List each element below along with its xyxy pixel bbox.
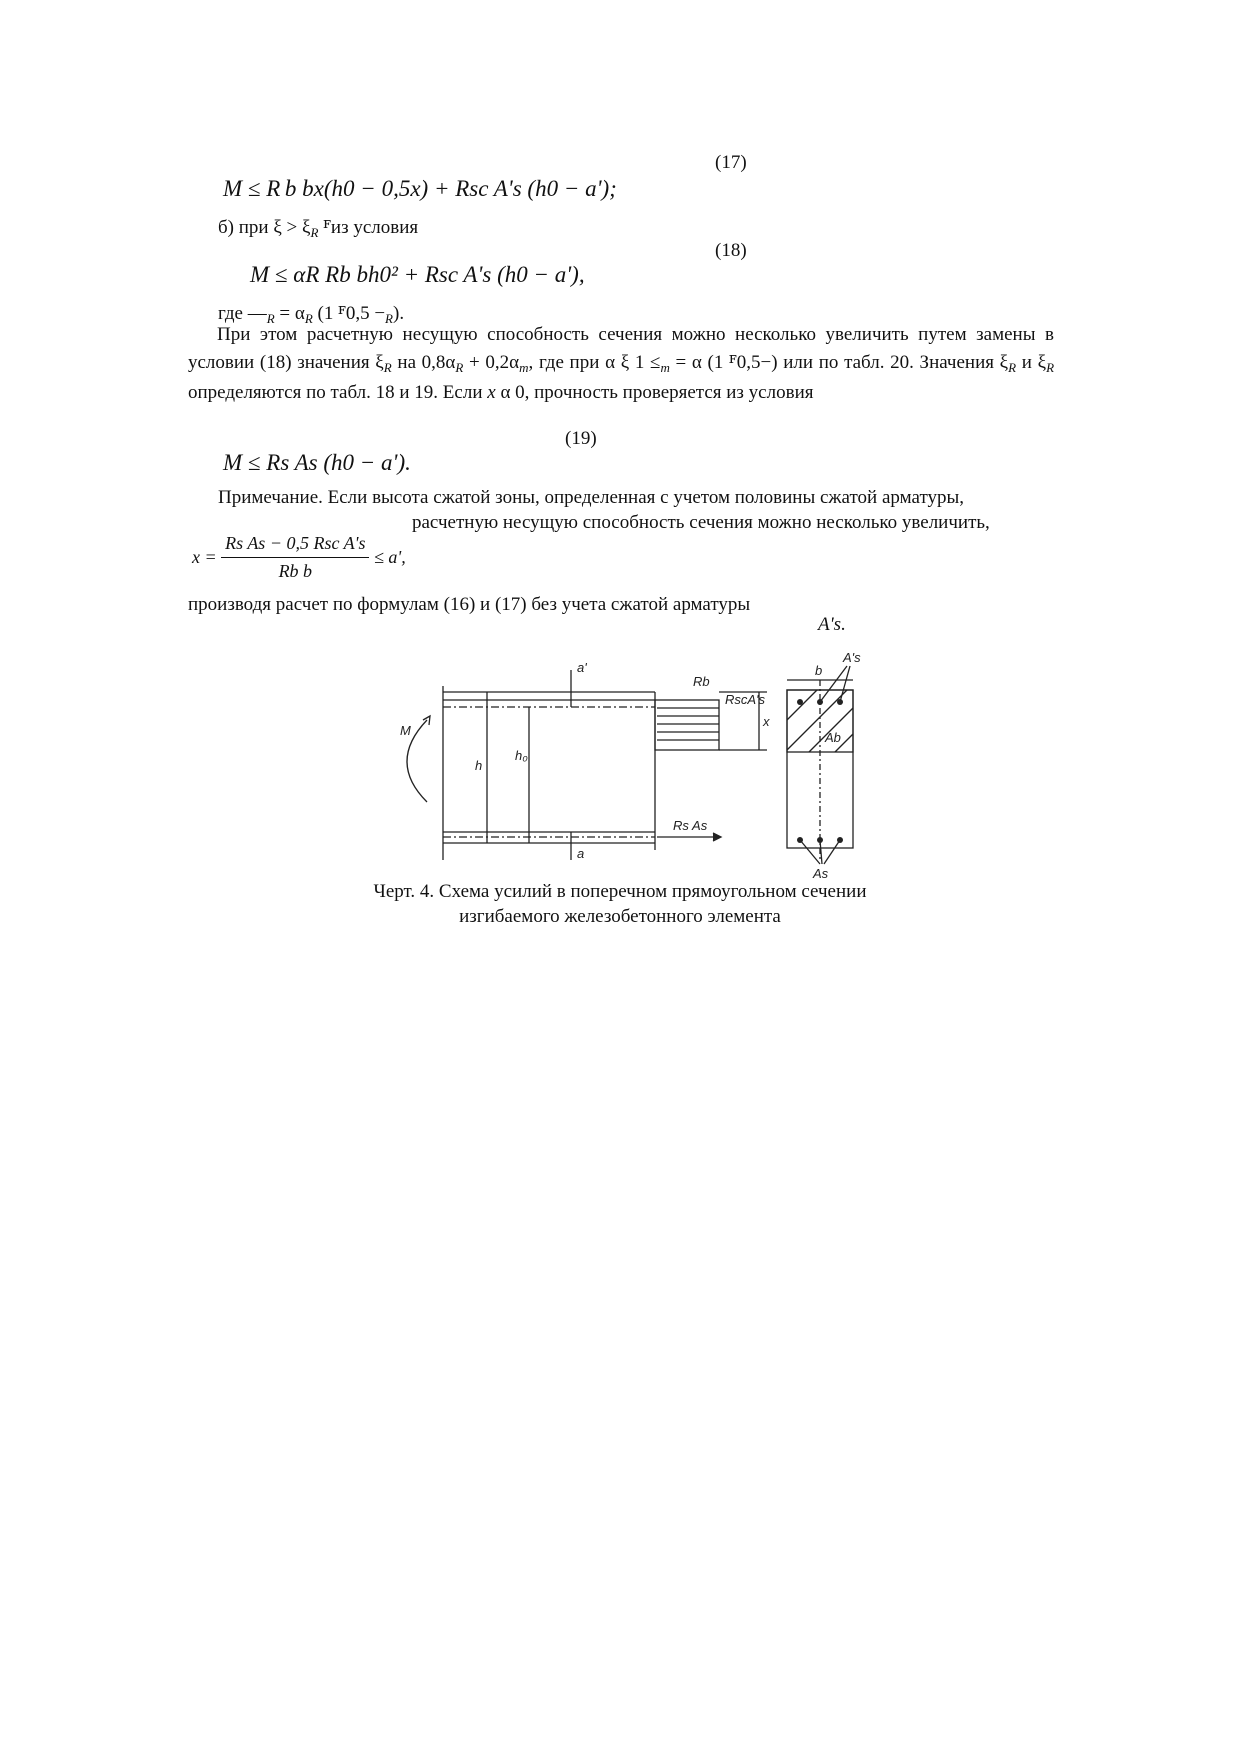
label-x: x xyxy=(763,714,770,729)
note-line-2: расчетную несущую способность сечения можно несколько увеличить, xyxy=(412,512,990,533)
condition-b-line xyxy=(218,212,418,245)
leader-as-bot-3 xyxy=(824,840,840,864)
paragraph-sub-4: m xyxy=(660,360,670,375)
note-formula-fraction xyxy=(221,533,369,582)
rebar-top-2 xyxy=(817,699,823,705)
where-sub-1: R xyxy=(266,311,275,326)
where-text-5: ). xyxy=(393,303,405,324)
where-text-4: 0,5 − xyxy=(345,303,386,324)
rebar-bot-2 xyxy=(817,837,823,843)
paragraph-part-2: на 0,8α xyxy=(391,352,456,373)
leader-as-bot-1 xyxy=(800,840,820,864)
label-b: b xyxy=(815,663,823,678)
note-line-3: производя расчет по формулам (16) и (17) без учета сжатой арматуры xyxy=(188,594,751,615)
equation-17: M ≤ R b bx(h0 − 0,5x) + Rsc A's (h0 − a'); xyxy=(223,176,617,201)
where-text-2: = α xyxy=(274,303,305,324)
label-As-bot: As xyxy=(813,866,829,880)
where-text-3: (1 xyxy=(312,303,339,324)
paragraph-part-7: и ξ xyxy=(1016,352,1047,373)
where-sub-2: R xyxy=(304,311,313,326)
note-formula xyxy=(192,533,406,582)
figure-caption-line-2: изгибаемого железобетонного элемента xyxy=(459,906,781,927)
paragraph-part-4: , где при α ξ 1 ≤ xyxy=(528,352,661,373)
condition-b-prefix: б) при ξ > ξ xyxy=(218,217,311,238)
note-formula-lhs: x = xyxy=(192,547,217,567)
label-RsAs: Rs As xyxy=(673,818,708,833)
force-diagram xyxy=(395,650,875,880)
condition-b-sub: R xyxy=(310,225,319,240)
paragraph-part-1: При этом расчетную несущую способность сечения можно несколько увеличить путем замены в условии (18) значения ξ xyxy=(188,324,1054,373)
rebar-top-1 xyxy=(797,699,803,705)
paragraph-capacity xyxy=(188,322,1054,405)
equation-17-number: (17) xyxy=(715,152,747,173)
paragraph-sub-5: R xyxy=(1008,360,1017,375)
equation-18: M ≤ αR Rb bh0² + Rsc A's (h0 − a'), xyxy=(250,262,585,287)
symbol-glyph-icon: ꜰ xyxy=(729,351,737,367)
label-a-bot: a xyxy=(577,846,585,861)
leader-as-top-2 xyxy=(840,666,850,702)
equation-19-number: (19) xyxy=(565,428,597,449)
note-formula-numerator: Rs As − 0,5 Rsc A's xyxy=(221,533,369,558)
note-formula-denominator: Rb b xyxy=(278,561,313,581)
where-text-1: где — xyxy=(218,303,267,324)
leader-as-top-1 xyxy=(820,666,847,702)
note-symbol: A's. xyxy=(818,614,846,635)
figure-caption-line-1: Черт. 4. Схема усилий в поперечном прямоугольном сечении xyxy=(373,881,867,902)
label-M: M xyxy=(400,723,411,738)
label-Rb: Rb xyxy=(693,674,710,689)
rebar-bot-3 xyxy=(837,837,843,843)
rebar-bot-1 xyxy=(797,837,803,843)
tension-arrowhead-icon xyxy=(713,833,721,841)
paragraph-part-3: + 0,2α xyxy=(463,352,520,373)
equation-18-number: (18) xyxy=(715,240,747,261)
condition-b-suffix: из условия xyxy=(330,217,419,238)
paragraph-sub-6: R xyxy=(1046,360,1055,375)
label-h0: h₀ xyxy=(515,748,528,763)
note-line-1: Примечание. Если высота сжатой зоны, определенная с учетом половины сжатой арматуры, xyxy=(218,487,965,508)
paragraph-part-5: = α (1 xyxy=(669,352,730,373)
paragraph-sub-2: R xyxy=(455,360,464,375)
paragraph-sub-1: R xyxy=(383,360,392,375)
paragraph-x-var: x xyxy=(487,382,496,403)
label-a-top: a' xyxy=(577,660,587,675)
paragraph-part-8: определяются по табл. 18 и 19. Если xyxy=(188,382,488,403)
paragraph-part-6: 0,5−) или по табл. 20. Значения ξ xyxy=(736,352,1009,373)
equation-19: M ≤ Rs As (h0 − a'). xyxy=(223,450,411,475)
label-h: h xyxy=(475,758,483,773)
hatch-1 xyxy=(787,690,817,720)
paragraph-part-9: α 0, прочность проверяется из условия xyxy=(495,382,814,403)
note-formula-rhs: ≤ a', xyxy=(373,547,406,567)
symbol-glyph-icon: ꜰ xyxy=(323,216,331,232)
paragraph-sub-3: m xyxy=(519,360,529,375)
rebar-top-3 xyxy=(837,699,843,705)
label-As-top: A's xyxy=(843,650,861,665)
symbol-glyph-icon: ꜰ xyxy=(338,302,346,318)
label-RscAs: RscA's xyxy=(725,692,766,707)
label-Ab: Ab xyxy=(825,730,841,745)
where-sub-3: R xyxy=(385,311,393,326)
